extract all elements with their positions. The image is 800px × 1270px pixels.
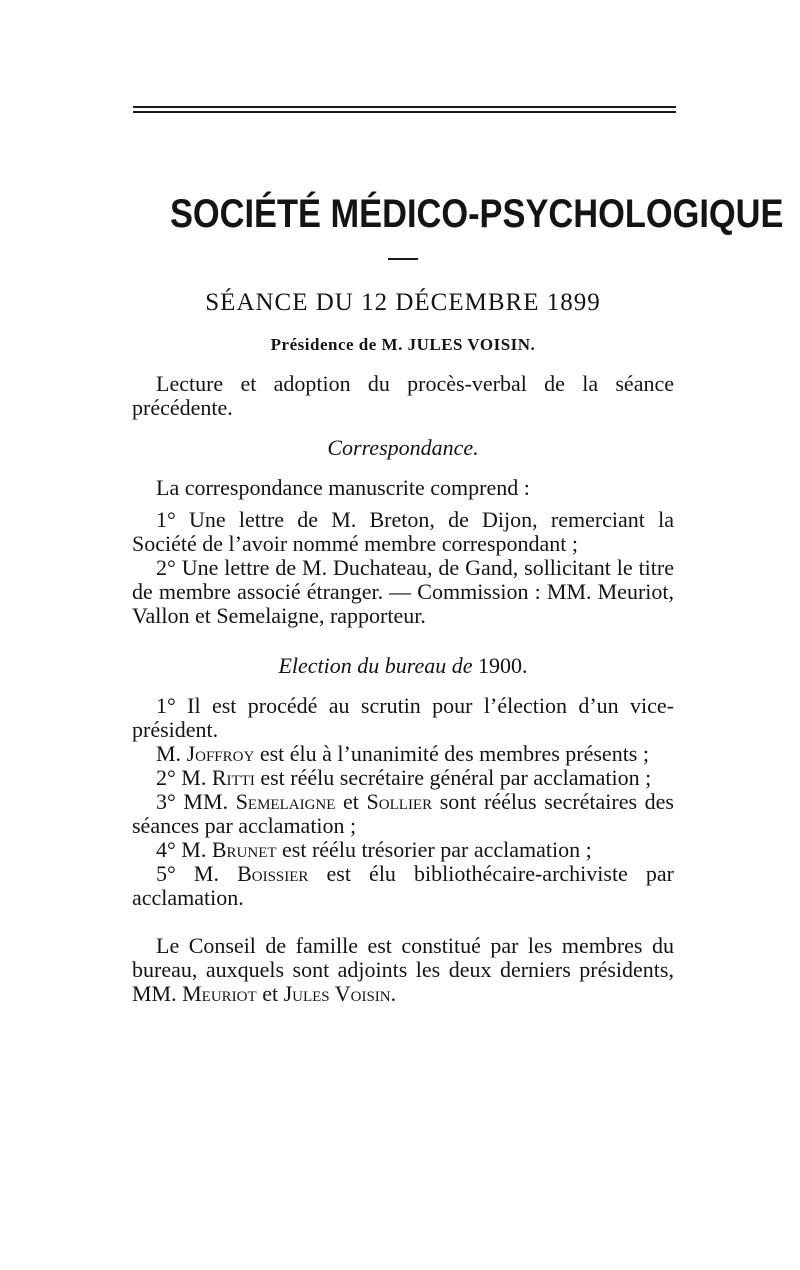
header-double-rule	[133, 106, 676, 113]
presidency-line: Présidence de M. JULES VOISIN.	[270, 334, 536, 354]
minutes-body	[132, 372, 674, 1006]
person-name: Sollier	[366, 788, 433, 814]
election-item-1-result-text: est élu à l’unanimité des membres présents ;	[254, 740, 649, 766]
person-name: Jules Voisin	[283, 980, 391, 1006]
item-text: est réélu secrétaire général par acclamation ;	[254, 764, 652, 790]
correspondance-heading: Correspondance.	[327, 434, 479, 460]
title-separator	[388, 258, 418, 260]
item-prefix: 2° M.	[156, 764, 212, 790]
election-heading-year: 1900.	[478, 652, 528, 678]
society-title: SOCIÉTÉ MÉDICO-PSYCHOLOGIQUE	[169, 192, 784, 236]
election-item-4	[132, 838, 674, 862]
conseil-paragraph	[132, 934, 674, 1006]
conseil-text: Le Conseil de famille est constitué par les membres du bureau, auxquels sont adjoints les deux derniers présidents, MM.	[132, 932, 674, 1006]
election-heading	[132, 654, 674, 678]
election-item-2	[132, 766, 674, 790]
document-page	[132, 190, 784, 1006]
election-item-1: 1° Il est procédé au scrutin pour l’élection d’un vice-président.	[132, 692, 674, 742]
item-text: est réélu trésorier par acclamation ;	[276, 836, 592, 862]
item-prefix: 3° MM.	[156, 788, 236, 814]
election-item-5	[132, 862, 674, 910]
lecture-paragraph: Lecture et adoption du procès-verbal de la séance précédente.	[132, 370, 674, 420]
correspondance-item-2: 2° Une lettre de M. Duchateau, de Gand, sollicitant le titre de membre associé étranger. — Commission : MM. Meuriot, Vallon et Semelaigne, rapporteur.	[132, 554, 674, 628]
person-name: Ritti	[211, 764, 255, 790]
election-item-3	[132, 790, 674, 838]
correspondance-intro: La correspondance manuscrite comprend :	[156, 474, 530, 500]
person-name: Meuriot	[182, 980, 257, 1006]
election-heading-text: Election du bureau de	[278, 652, 473, 678]
conseil-conjunction: et	[256, 980, 284, 1006]
conseil-end: .	[390, 980, 397, 1006]
person-name: Brunet	[211, 836, 277, 862]
item-text: est élu bibliothécaire-archiviste par acclamation.	[132, 860, 675, 910]
person-name: M. Joffroy	[156, 740, 255, 766]
item-text: sont réélus secrétaires des séances par acclamation ;	[132, 788, 674, 838]
person-name: Boissier	[237, 860, 309, 886]
election-item-1-result	[132, 742, 674, 766]
item-prefix: 4° M.	[156, 836, 212, 862]
item-prefix: 5° M.	[156, 860, 238, 886]
correspondance-item-1: 1° Une lettre de M. Breton, de Dijon, remerciant la Société de l’avoir nommé membre correspondant ;	[132, 506, 674, 556]
session-date-heading: SÉANCE DU 12 DÉCEMBRE 1899	[205, 288, 601, 316]
person-name: Semelaigne	[235, 788, 336, 814]
item-conjunction: et	[335, 788, 367, 814]
